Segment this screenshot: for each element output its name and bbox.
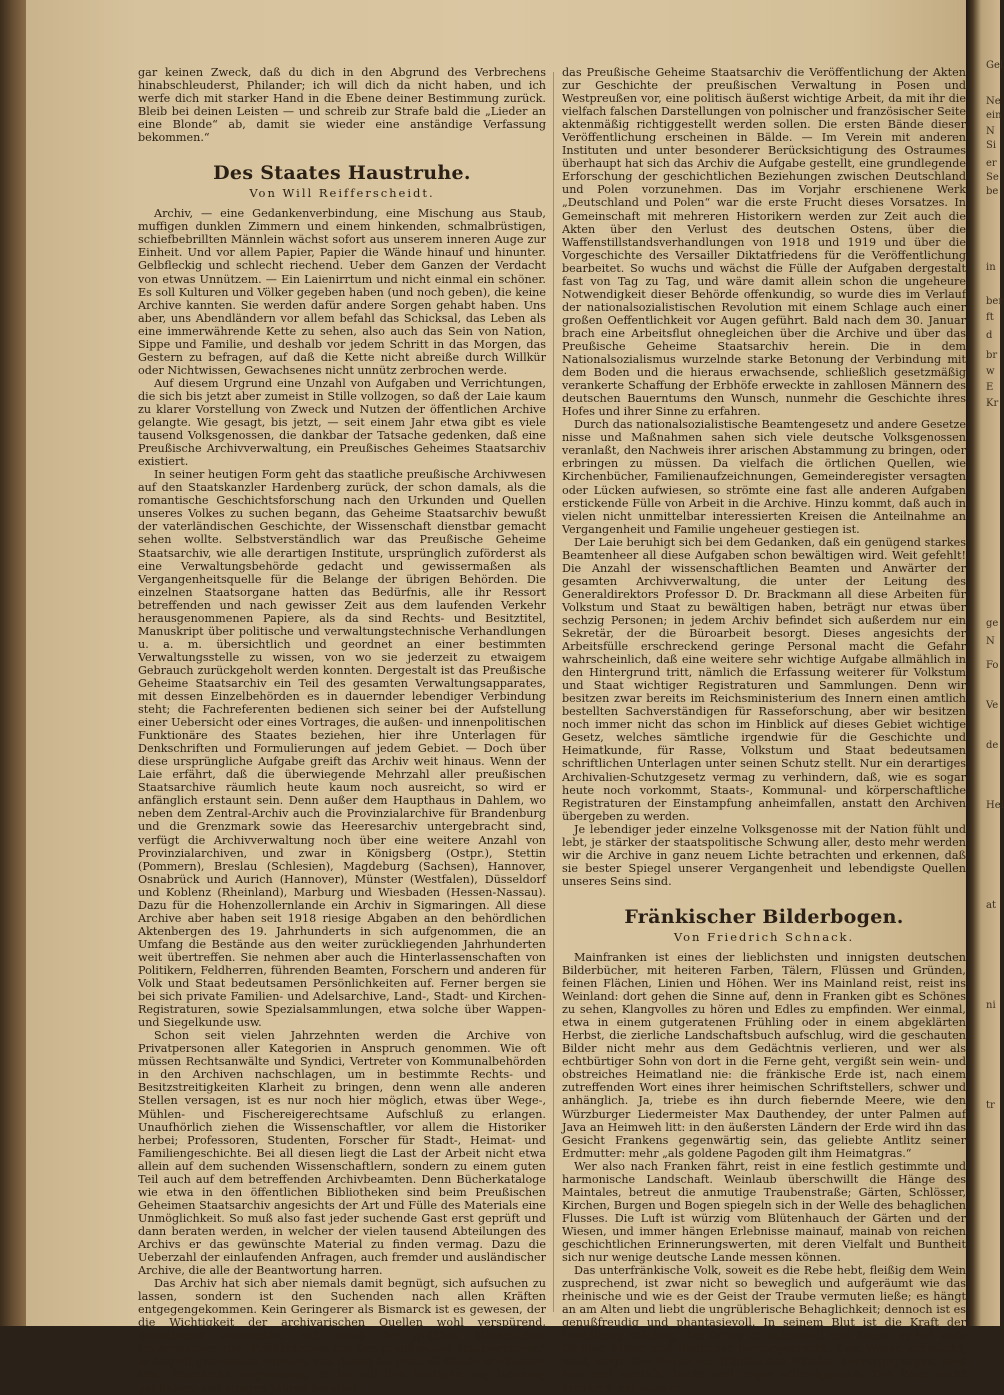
adjacent-page-fragment: de (986, 740, 999, 751)
adjacent-page-fragment: ft (986, 312, 994, 323)
adjacent-page-fragment: Si (986, 140, 997, 151)
article-title-franconia: Fränkischer Bilderbogen. (624, 905, 904, 928)
book-binding-edge (0, 0, 26, 1326)
adjacent-page-fragment: Kr (986, 398, 999, 409)
adjacent-page-fragment: ge (986, 618, 999, 629)
adjacent-page-fragment: Gel (986, 60, 1004, 71)
article-paragraph: Das unterfränkische Volk, soweit es die Rebe hebt, fleißig dem Wein zusprechend, ist zwar nicht so beweglich und aufgeräumt wie das rheinische und wie es der Geist der Traube vermuten ließe; es hängt an am Alten und liebt die ungrüblerische Behaglichkeit; dennoch ist es genußfreudig und phantasievoll. In seinem Blut ist die Kraft der Gestaltung mächtig, der Drang zu Schönheit und Kunst: es hat viele Dichter, Maler und Bildhauer hervorgebracht. Sein Wesen schmückt, malt, singt. Die Werke aus fränkischen Händen hervorgegangen, sind fein und zierlich, leicht und sogar schwelgerisch. Der Wein wirkt hindurch mit seinem (562, 1264, 966, 1395)
article-paragraph: In seiner heutigen Form geht das staatliche preußische Archivwesen auf den Staatskanzler Hardenberg zurück, der schon damals, als die romantische Geschichtsforschung nach den Urkunden und Quellen unseres Volkes zu suchen begann, das Geheime Staatsarchiv bewußt der vaterländischen Geschichte, der Wissenschaft dienstbar gemacht sehen wollte. Selbstverständlich war das Preußische Geheime Staatsarchiv, wie alle derartigen Institute, ursprünglich zuförderst als eine Verwaltungsbehörde gedacht und gewissermaßen als Vergangenheitsquelle für die Belange der übrigen Behörden. Die einzelnen Staatsorgane hatten das Bedürfnis, alle ihr Ressort betreffenden und nach gewisser Zeit aus dem laufenden Verkehr herausgenommenen Papiere, als da sind Rechts- und Besitztitel, Manuskript über politische und verwaltungstechnische Verhandlungen u. a. m. übersichtlich und geordnet an einer bestimmten Verwaltungsstelle zu wissen, von wo sie jederzeit zu etwaigem Gebrauch zurückgeholt werden konnten. Dergestalt ist das Preußische Geheime Staatsarchiv ein Teil des gesamten Verwaltungsapparates, mit dessen Einzelbehörden es in dauernder lebendiger Verbindung steht; die Fachreferenten bedienen sich seiner bei der Aufstellung einer Uebersicht oder eines Vortrages, die außen- und innenpolitischen Funktionäre des Staates beziehen, hier ihre Unterlagen für Denkschriften und Formulierungen auf jedem Gebiet. — Doch über diese ursprüngliche Aufgabe greift das Archiv weit hinaus. Wenn der Laie erfährt, daß die überwiegende Mehrzahl aller preußischen Staatsarchive räumlich heute kaum noch ausreicht, so wird er anfänglich erstaunt sein. Denn außer dem Haupthaus in Dahlem, wo neben dem Zentral-Archiv auch die Provinzialarchive für Brandenburg und die Grenzmark sowie das Heeresarchiv untergebracht sind, verfügt die Archivverwaltung noch über eine weitere Anzahl von Provinzialarchiven, und zwar in Königsberg (Ostpr.), Stettin (Pommern), Breslau (Schlesien), Magdeburg (Sachsen), Hannover, Osnabrück und Aurich (Hannover), Münster (Westfalen), Düsseldorf und Koblenz (Rheinland), Marburg und Wiesbaden (Hessen-Nassau). Dazu für die Hohenzollernlande ein Archiv in Sigmaringen. All diese Archive aber haben seit 1918 riesige Abgaben an den behördlichen Aktenbergen des 19. Jahrhunderts in sich aufgenommen, die an Umfang die Bestände aus den weiter zurückliegenden Jahrhunderten weit übertreffen. Sie nehmen aber auch die Hinterlassenschaften von Politikern, Feldherren, führenden Beamten, Forschern und anderen für Volk und Staat bedeutsamen Persönlichkeiten auf. Ferner bergen sie bei sich private Familien- und Adelsarchive, Land-, Stadt- und Kirchen-Registraturen, sowie Spezialsammlungen, etwa solche über Wappen- und Siegelkunde usw. (138, 468, 546, 1030)
adjacent-page-fragment: Hel (986, 800, 1004, 811)
right-column (562, 66, 966, 1395)
adjacent-page-fragment: in (986, 262, 996, 273)
article-paragraph: Je lebendiger jeder einzelne Volksgenosse mit der Nation fühlt und lebt, je stärker der staatspolitische Schwung aller, desto mehr werden wir die Archive in ganz neuem Lichte betrachten und erkennen, daß sie bester Spiegel unserer Vergangenheit und lebendigste Quellen unseres Seins sind. (562, 822, 966, 888)
adjacent-page-fragment: Se (986, 172, 999, 183)
article-paragraph: Mainfranken ist eines der lieblichsten und innigsten deutschen Bilderbücher, mit heiteren Farben, Tälern, Flüssen und Gründen, feinen Flächen, Linien und Höhen. Wer ins Mainland reist, reist ins Weinland: dort gehen die Sinne auf, denn in Franken gibt es Schönes zu sehen, Klangvolles zu hören und Edles zu empfinden. Wer einmal, etwa in einem gutgeratenen Frühling oder in einem abgeklärten Herbst, die zierliche Landschaftsbuch aufschlug, wird die geschauten Bilder nicht mehr aus dem Gedächtnis verlieren, und wer als echtbürtiger Sohn von dort in die Ferne geht, vergißt sein wein- und obstreiches Heimatland nie: die fränkische Erde ist, nach einem zutreffenden Wort eines ihrer heimischen Schriftstellers, schwer und anhänglich. Ja, triebe es ihn durch fiebernde Meere, wie den Würzburger Liedermeister Max Dauthendey, der unter Palmen auf Java an Heimweh litt: in den äußersten Ländern der Erde wird ihn das Gesicht Frankens gegenwärtig sein, das geliebte Antlitz seiner Erdmutter: mehr „als goldene Pagoden gilt ihm Heimatgras.“ (562, 950, 966, 1160)
byline-archives: Von Will Reifferscheidt. (249, 186, 435, 201)
article-title-archives: Des Staates Haustruhe. (213, 162, 471, 185)
adjacent-page-edge (966, 0, 1004, 1326)
article-paragraph: Durch das nationalsozialistische Beamtengesetz und andere Gesetze nisse und Maßnahmen sahen sich viele deutsche Volksgenossen veranlaßt, den Nachweis ihrer arischen Abstammung zu bringen, oder erbringen zu müssen. Da vielfach die örtlichen Quellen, wie Kirchenbücher, Familienaufzeichnungen, Gemeinderegister versagten oder Lücken aufwiesen, so strömte eine fast alle anderen Aufgaben erstickende Fülle von Arbeit in die Archive. Hinzu kommt, daß auch in vielen nicht unmittelbar interessierten Kreisen die Anteilnahme an Vergangenheit und Familie ungeheuer gestiegen ist. (562, 418, 966, 536)
adjacent-page-fragment: ein (986, 110, 1002, 121)
adjacent-page-fragment: E (986, 382, 994, 393)
intro-paragraph: gar keinen Zweck, daß du dich in den Abgrund des Verbrechens hinabschleuderst, Philander; ich will dich da nicht haben, und ich werfe dich mit starker Hand in die Ebene deiner Bestimmung zurück. Bleib bei deinen Leisten — und schreib zur Strafe bald die „Lieder an eine Blonde“ ab, damit sie wieder eine anständige Verfassung bekommen.“ (138, 66, 546, 145)
adjacent-page-fragment: Ne (986, 96, 1001, 107)
adjacent-page-fragment: at (986, 900, 996, 911)
article-paragraph: Der Laie beruhigt sich bei dem Gedanken, daß ein genügend starkes Beamtenheer all diese Aufgaben schon bewältigen wird. Weit gefehlt! Die Anzahl der wissenschaftlichen Beamten und Anwärter der gesamten Archivverwaltung, die unter der Leitung des Generaldirektors Professor D. Dr. Brackmann all diese Arbeiten für Volkstum und Staat zu bewältigen haben, beträgt nur etwas über sechzig Personen; in jedem Archiv befindet sich außerdem nur ein Sekretär, der die Büroarbeit besorgt. Dieses angesichts der Arbeitsfülle erschreckend geringe Personal macht die Gefahr wahrscheinlich, daß eine weitere sehr wichtige Aufgabe allmählich in den Hintergrund tritt, nämlich die Erfassung weiterer für Volkstum und Staat wichtiger Registraturen und Sammlungen. Denn wir besitzen zwar bereits im Reichsministerium des Innern einen amtlich bestellten Sachverständigen für Rasseforschung, aber wir besitzen noch immer nicht das schon im Hinblick auf dieses Gebiet wichtige Gesetz, welches sämtliche irgendwie für die Geschichte und Heimatkunde, für Rasse, Volkstum und Staat bedeutsamen schriftlichen Unterlagen unter seinen Schutz stellt. Nur ein derartiges Archivalien-Schutzgesetz vermag zu verhindern, daß, wie es sogar heute noch vorkommt, Staats-, Kommunal- und körperschaftliche Registraturen der Einstampfung anheimfallen, anstatt den Archiven übergeben zu werden. (562, 535, 966, 823)
adjacent-page-fragment: br (986, 350, 998, 361)
adjacent-page-fragment: er (986, 158, 997, 169)
column-divider (553, 72, 554, 1312)
adjacent-page-fragment: w (986, 366, 995, 377)
adjacent-page-fragment: be (986, 186, 999, 197)
adjacent-page-fragment: ni (986, 1000, 996, 1011)
adjacent-page-fragment: d (986, 330, 993, 341)
article-paragraph: Das Archiv hat sich aber niemals damit begnügt, sich aufsuchen zu lassen, sondern ist den Suchenden nach allen Kräften entgegengekommen. Kein Geringerer als Bismarck ist es gewesen, der die Wichtigkeit der archivarischen Quellen wohl verspürend, unmittelbar veranlaßte, daß eines der größten literarischen Unternehmen, die „Publikationen aus den preußischen Staatsarchiven“ in Angriff genommen wurden, von denen bis jetzt 93 Bände erschienen sind. Bismarcks Wegweisung ist bis auf den heutigen Tag lebendig geblieben; seit einigen Jahren bereitet (138, 1277, 546, 1395)
left-column (138, 66, 546, 1395)
adjacent-page-fragment: Fo (986, 660, 999, 671)
article-paragraph: das Preußische Geheime Staatsarchiv die Veröffentlichung der Akten zur Geschichte der preußischen Verwaltung in Posen und Westpreußen vor, eine politisch äußerst wichtige Arbeit, da mit ihr die vielfach falschen Darstellungen von polnischer und französischer Seite aktenmäßig richtiggestellt werden sollen. Die ersten Bände dieser Veröffentlichung erscheinen in Bälde. — Im Verein mit anderen Instituten und unter besonderer Berücksichtigung des Ostraumes überhaupt hat sich das Archiv die Aufgabe gestellt, eine grundlegende Erforschung der geschichtlichen Beziehungen zwischen Deutschland und Polen vorzunehmen. Das im Vorjahr erschienene Werk „Deutschland und Polen“ war die erste Frucht dieses Vorsatzes. In Gemeinschaft mit mehreren Historikern werden zur Zeit auch die Akten über den Verlust des deutschen Ostens, über die Waffenstillstandsverhandlungen von 1918 und 1919 und über die Vorgeschichte des Versailler Diktatfriedens für die Veröffentlichung bearbeitet. So wuchs und wächst die Fülle der Aufgaben dergestalt fast von Tag zu Tag, und wäre damit allein schon die ungeheure Notwendigkeit dieser Behörde offenkundig, so wurde dies im Verlauf der nationalsozialistischen Revolution mit einem Schlage auch einer großen Oeffentlichkeit vor Augen geführt. Bald nach dem 30. Januar brach eine Arbeitsflut ohnegleichen über die Archive und über das Preußische Geheime Staatsarchiv herein. Die in dem Nationalsozialismus wurzelnde starke Betonung der Verbindung mit dem Boden und die hieraus erwachsende, schließlich gesetzmäßig verankerte Schaffung der Erbhöfe erweckte in zahllosen Männern des deutschen Bauerntums den Wunsch, nunmehr die Geschichte ihres Hofes und ihrer Sinne zu erfahren. (562, 66, 966, 419)
article-paragraph: Archiv, — eine Gedankenverbindung, eine Mischung aus Staub, muffigen dunklen Zimmern und einem hinkenden, schmalbrüstigen, schiefbebrillten Männlein wächst sofort aus unserem inneren Auge zur Einheit. Und vor allem Papier, Papier die Wände hinauf und hinunter. Gelbfleckig und schlecht riechend. Ueber dem Ganzen der Verdacht von etwas Unnützem. — Ein Laienirrtum und nicht einmal ein schöner. Es soll Kulturen und Völker gegeben haben (und noch geben), die keine Archive kannten. Sie werden dafür andere Sorgen gehabt haben. Uns aber, uns Abendländern vor allem befahl das Schicksal, das Leben als eine immerwährende Kette zu sehen, also auch das Sein von Nation, Sippe und Familie, und deshalb vor jedem Schritt in das Morgen, das Gestern zu befragen, auf daß die Kette nicht abreiße durch Willkür oder Nichtwissen, Gewachsenes nicht unnütz zerbrochen werde. (138, 207, 546, 377)
adjacent-page-fragment: N (986, 636, 995, 647)
adjacent-page-fragment: ber (986, 296, 1004, 307)
article-paragraph: Wer also nach Franken fährt, reist in eine festlich gestimmte und harmonische Landschaft. Weinlaub überschwillt die Hänge des Maintales, betreut die anmutige Traubenstraße; Gärten, Schlösser, Kirchen, Burgen und Bogen spiegeln sich in der Welle des behaglichen Flusses. Die Luft ist würzig vom Blütenhauch der Gärten und der Wiesen, und immer hängen Erlebnisse mainauf, mainab von reichen geschichtlichen Erinnerungswerten, mit deren Vielfalt und Buntheit sich nur wenige deutsche Lande messen können. (562, 1159, 966, 1265)
adjacent-page-fragment: Ve (986, 700, 999, 711)
adjacent-page-fragment: N (986, 126, 995, 137)
newspaper-page (26, 0, 966, 1395)
article-paragraph: Schon seit vielen Jahrzehnten werden die Archive von Privatpersonen aller Kategorien in Anspruch genommen. Wie oft müssen Rechtsanwälte und Syndici, Vertreter von Kommunalbehörden in den Archiven nachschlagen, um in bestimmte Rechts- und Besitzstreitigkeiten Klarheit zu bringen, denn wenn alle anderen Stellen versagen, ist es nur noch hier möglich, etwas über Wege-, Mühlen- und Fischereigerechtsame Aufschluß zu erlangen. Unaufhörlich ziehen die Wissenschaftler, vor allem die Historiker herbei; Professoren, Studenten, Forscher für Stadt-, Heimat- und Familiengeschichte. Bei all diesen liegt die Last der Arbeit nicht etwa allein auf dem suchenden Wissenschaftlern, sondern zu einem guten Teil auch auf dem betreffenden Archivbeamten. Denn Bücherkataloge wie etwa in den öffentlichen Bibliotheken sind beim Preußischen Geheimen Staatsarchiv angesichts der Art und Fülle des Materials eine Unmöglichkeit. So muß also fast jeder suchende Gast erst geprüft und dann beraten werden, in welcher der vielen tausend Abteilungen des Archivs er das gewünschte Material zu finden vermag. Dazu die Ueberzahl der einlaufenden Anfragen, auch fremder und ausländischer Archive, die alle der Beantwortung harren. (138, 1029, 546, 1278)
adjacent-page-fragment: tr (986, 1100, 995, 1111)
article-paragraph: Auf diesem Urgrund eine Unzahl von Aufgaben und Verrichtungen, die sich bis jetzt aber zumeist in Stille vollzogen, so daß der Laie kaum zu klarer Vorstellung von Zweck und Nutzen der öffentlichen Archive gelangte. Wie gesagt, bis jetzt, — seit einem Jahr etwa gibt es viele tausend Volksgenossen, die dankbar der Tatsache gedenken, daß eine Preußische Archivverwaltung, ein Preußisches Geheimes Staatsarchiv existiert. (138, 376, 546, 469)
byline-franconia: Von Friedrich Schnack. (673, 929, 855, 944)
